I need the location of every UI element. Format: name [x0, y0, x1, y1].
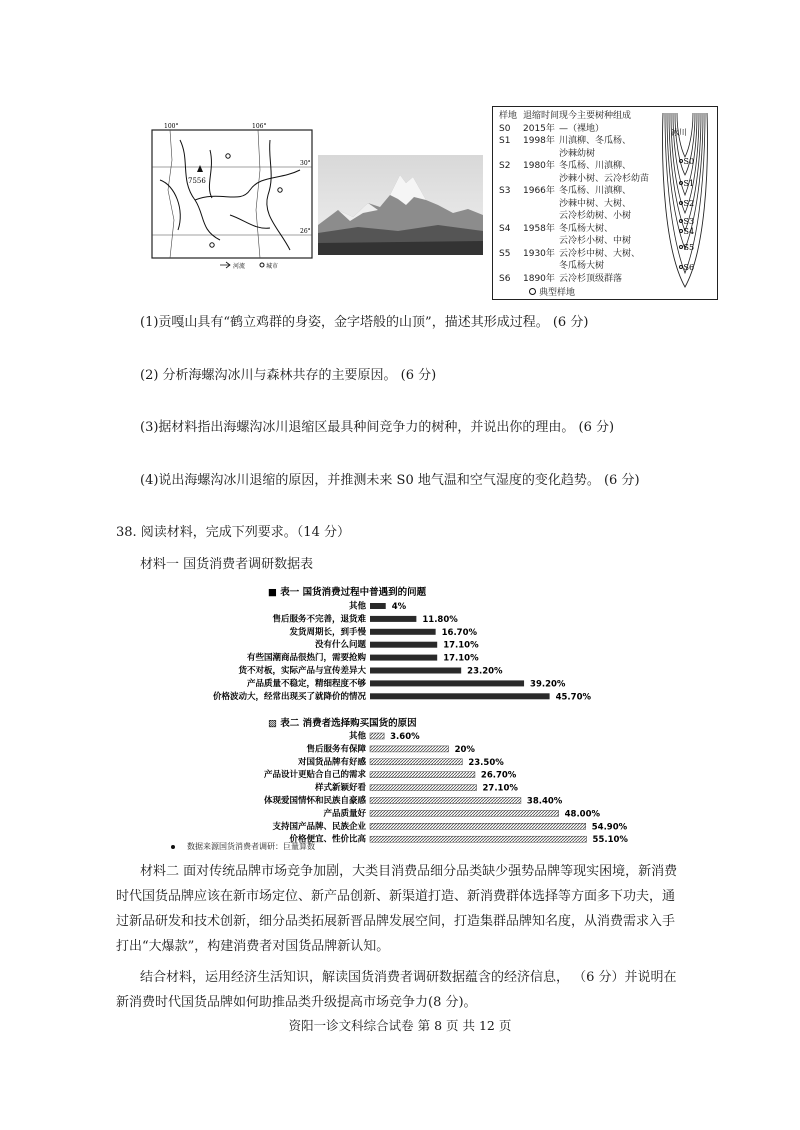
row-trees: —（裸地） — [559, 123, 605, 134]
bar — [370, 629, 436, 635]
table-row — [499, 148, 659, 161]
sample-plot-table — [492, 106, 718, 300]
bar — [370, 603, 386, 609]
row-spacer — [523, 210, 559, 223]
category-label: 发货周期长，到手慢 — [289, 627, 366, 638]
value-label: 38.40% — [526, 796, 563, 807]
sample-point-label: S4 — [683, 227, 695, 236]
category-label: 售后服务有保障 — [306, 744, 366, 755]
row-trees: 冬瓜杨、川滇柳、 — [559, 161, 632, 171]
river-legend-icon — [220, 262, 230, 268]
survey-charts — [160, 580, 640, 856]
mountain-photo-svg — [318, 155, 483, 255]
row-spacer — [499, 198, 523, 211]
lat-label-top: 30° — [300, 160, 311, 167]
row-spacer — [499, 148, 523, 161]
table-row — [499, 185, 659, 198]
row-trees: 云冷杉顶级群落 — [559, 273, 623, 284]
bar — [370, 759, 462, 765]
chart-source — [171, 841, 315, 852]
category-label: 价格便宜、性价比高 — [289, 834, 366, 845]
task-text: 结合材料，运用经济生活知识，解读国货消费者调研数据蕴含的经济信息， （6 分）并说明在新消费时代国货品牌如何助推品类升级提高市场竞争力(8 分)。 — [116, 970, 677, 1010]
table-legend — [499, 287, 659, 300]
row-spacer — [499, 260, 523, 273]
row-site: S1 — [499, 136, 511, 146]
value-label: 45.70% — [555, 692, 592, 703]
value-label: 23.50% — [468, 757, 504, 768]
mountain-photo — [318, 155, 483, 255]
chart-source-text: 数据来源国货消费者调研：巨量算数 — [187, 842, 315, 851]
row-year: 2015年 — [523, 123, 555, 134]
row-trees: 云冷杉幼树、小树 — [559, 211, 632, 221]
city-legend-icon — [260, 263, 264, 267]
value-label: 55.10% — [592, 835, 628, 846]
question-2: (2) 分析海螺沟冰川与森林共存的主要原因。 (6 分) — [140, 368, 437, 383]
table-row — [499, 135, 659, 148]
row-site: S2 — [499, 161, 511, 171]
value-label: 20% — [454, 744, 475, 755]
bar — [370, 680, 524, 686]
category-label: 其他 — [348, 731, 366, 742]
bar — [370, 655, 437, 661]
value-label: 3.60% — [390, 732, 420, 742]
value-label: 4% — [391, 602, 407, 612]
row-trees: 云冷杉中树、大树、 — [559, 248, 641, 259]
row-spacer — [523, 260, 559, 273]
row-year: 1930年 — [523, 248, 555, 259]
row-trees: 沙棘中树、大树、 — [559, 198, 632, 209]
category-label: 对国货品牌有好感 — [297, 757, 366, 768]
glacier-diagram — [655, 111, 715, 291]
row-year: 1890年 — [523, 273, 555, 284]
category-label: 产品质量不稳定，精细程度不够 — [246, 678, 366, 689]
legend-label: 典型样地 — [539, 288, 576, 298]
chart-title: ■ 表一 国货消费过程中普遇到的问题 — [268, 587, 427, 598]
table-row — [499, 260, 659, 273]
bullet-icon — [171, 845, 175, 849]
value-label: 39.20% — [530, 679, 566, 690]
sample-point — [680, 230, 683, 233]
sample-point — [680, 266, 683, 269]
bar — [370, 746, 449, 752]
category-label: 产品设计更贴合自己的需求 — [263, 770, 366, 781]
row-year: 1966年 — [523, 186, 555, 196]
bar — [370, 668, 461, 674]
header-year: 退缩时间 — [523, 111, 560, 121]
question-3: (3)据材料指出海螺沟冰川退缩区最具种间竞争力的树种，并说出你的理由。 (6 分) — [140, 420, 615, 435]
category-label: 有些国潮商品很热门，需要抢购 — [246, 653, 366, 664]
table-row — [499, 223, 659, 236]
category-label: 货不对板，实际产品与宣传差异大 — [238, 666, 366, 676]
row-trees: 冬瓜杨、川滇柳、 — [559, 186, 632, 196]
sample-point-label: S0 — [683, 157, 695, 166]
bar — [370, 733, 384, 739]
sample-point-label: S3 — [683, 217, 695, 226]
table-row — [499, 173, 659, 186]
value-label: 16.70% — [441, 627, 478, 638]
sample-point — [680, 220, 683, 223]
value-label: 27.10% — [482, 783, 518, 794]
row-spacer — [523, 198, 559, 211]
row-spacer — [499, 210, 523, 223]
legend-city: 城市 — [266, 263, 279, 270]
sample-dot-icon — [529, 288, 536, 295]
row-trees: 冬瓜杨大树 — [559, 261, 605, 271]
row-site: S4 — [499, 223, 511, 234]
question-1: (1)贡嘎山具有“鹤立鸡群的身姿，金字塔般的山顶”，描述其形成过程。 (6 分) — [140, 315, 589, 330]
row-spacer — [499, 173, 523, 186]
bar — [370, 810, 559, 816]
table-row — [499, 123, 659, 136]
lat-label-bottom: 26° — [300, 228, 311, 235]
row-spacer — [499, 235, 523, 248]
row-site: S5 — [499, 248, 511, 259]
category-label: 价格波动大，经常出现买了就降价的情况 — [212, 691, 366, 702]
page-footer: 资阳一诊文科综合试卷 第 8 页 共 12 页 — [288, 1018, 512, 1033]
material-2: 材料二 面对传统品牌市场竞争加剧，大类目消费品细分品类缺少强势品牌等现实困境，新消费时代国货品牌应该在新市场定位、新产品创新、新渠道打造、新消费群体选择等方面多下功夫，通过新品研发和技术创新，细分品类拓展新晋品牌发展空间，打造集群品牌知名度，从消费需求入手打出“大爆款”，构建消费者对国货品牌新认知。 — [116, 864, 678, 954]
category-label: 样式新颖好看 — [314, 783, 366, 794]
row-trees: 云冷杉小树、中树 — [559, 236, 632, 246]
value-label: 17.10% — [443, 653, 479, 664]
row-site: S0 — [499, 123, 511, 134]
table-rows — [499, 123, 659, 286]
bar — [370, 642, 437, 648]
legend-river: 河流 — [233, 263, 246, 270]
question-4: (4)说出海螺沟冰川退缩的原因，并推测未来 S0 地气温和空气湿度的变化趋势。 (6 分) — [140, 473, 640, 488]
sample-point-label: S2 — [683, 199, 695, 208]
glacier-label: 冰川 — [671, 128, 687, 137]
table-row — [499, 273, 659, 286]
row-site: S6 — [499, 273, 511, 284]
table-row — [499, 248, 659, 261]
row-spacer — [523, 173, 559, 186]
category-label: 没有什么问题 — [314, 640, 366, 651]
row-site: S3 — [499, 186, 511, 196]
table-row — [499, 235, 659, 248]
table-row — [499, 160, 659, 173]
header-site: 样地 — [499, 111, 518, 121]
row-trees: 沙棘小树、云冷杉幼苗 — [559, 173, 650, 184]
row-year: 1980年 — [523, 161, 555, 171]
sample-point-label: S5 — [683, 243, 695, 252]
sample-point-label: S1 — [683, 179, 695, 188]
value-label: 17.10% — [443, 640, 479, 651]
sample-point — [680, 160, 683, 163]
row-year: 1998年 — [523, 136, 555, 146]
row-spacer — [523, 235, 559, 248]
category-label: 售后服务不完善，退货难 — [272, 614, 366, 625]
chart-title: ▨ 表二 消费者选择购买国货的原因 — [268, 718, 417, 729]
lon-label-right: 106° — [252, 123, 267, 130]
sample-point — [680, 202, 683, 205]
bar — [370, 823, 586, 829]
category-label: 支持国产品牌、民族企业 — [272, 821, 366, 832]
question-38-title: 38. 阅读材料，完成下列要求。（14 分） — [116, 525, 350, 540]
category-label: 其他 — [348, 601, 366, 612]
bar — [370, 836, 587, 842]
row-trees: 川滇柳、冬瓜杨、 — [559, 136, 632, 146]
map-svg — [150, 120, 315, 270]
header-trees: 现今主要树种组成 — [559, 111, 632, 121]
bar — [370, 772, 475, 778]
sample-point-label: S6 — [683, 263, 695, 272]
table-row — [499, 210, 659, 223]
bar — [370, 616, 416, 622]
category-label: 产品质量好 — [323, 808, 366, 819]
category-label: 体现爱国情怀和民族自豪感 — [263, 796, 366, 806]
table-header — [499, 110, 659, 123]
value-label: 11.80% — [422, 614, 458, 625]
row-spacer — [523, 148, 559, 161]
lon-label-left: 100° — [164, 123, 179, 130]
row-trees: 冬瓜杨大树、 — [559, 223, 614, 234]
bar — [370, 693, 550, 699]
value-label: 54.90% — [591, 822, 628, 833]
bar — [370, 798, 521, 804]
material-1-label: 材料一 国货消费者调研数据表 — [140, 557, 314, 572]
peak-elevation: 7556 — [188, 177, 206, 185]
location-map — [150, 120, 315, 270]
row-trees: 沙棘幼树 — [559, 148, 596, 159]
value-label: 48.00% — [564, 809, 601, 820]
sample-point — [680, 246, 683, 249]
table-row — [499, 198, 659, 211]
bar — [370, 785, 477, 791]
row-year: 1958年 — [523, 223, 555, 234]
value-label: 23.20% — [467, 666, 503, 677]
value-label: 26.70% — [480, 770, 517, 781]
charts-svg — [160, 580, 640, 852]
